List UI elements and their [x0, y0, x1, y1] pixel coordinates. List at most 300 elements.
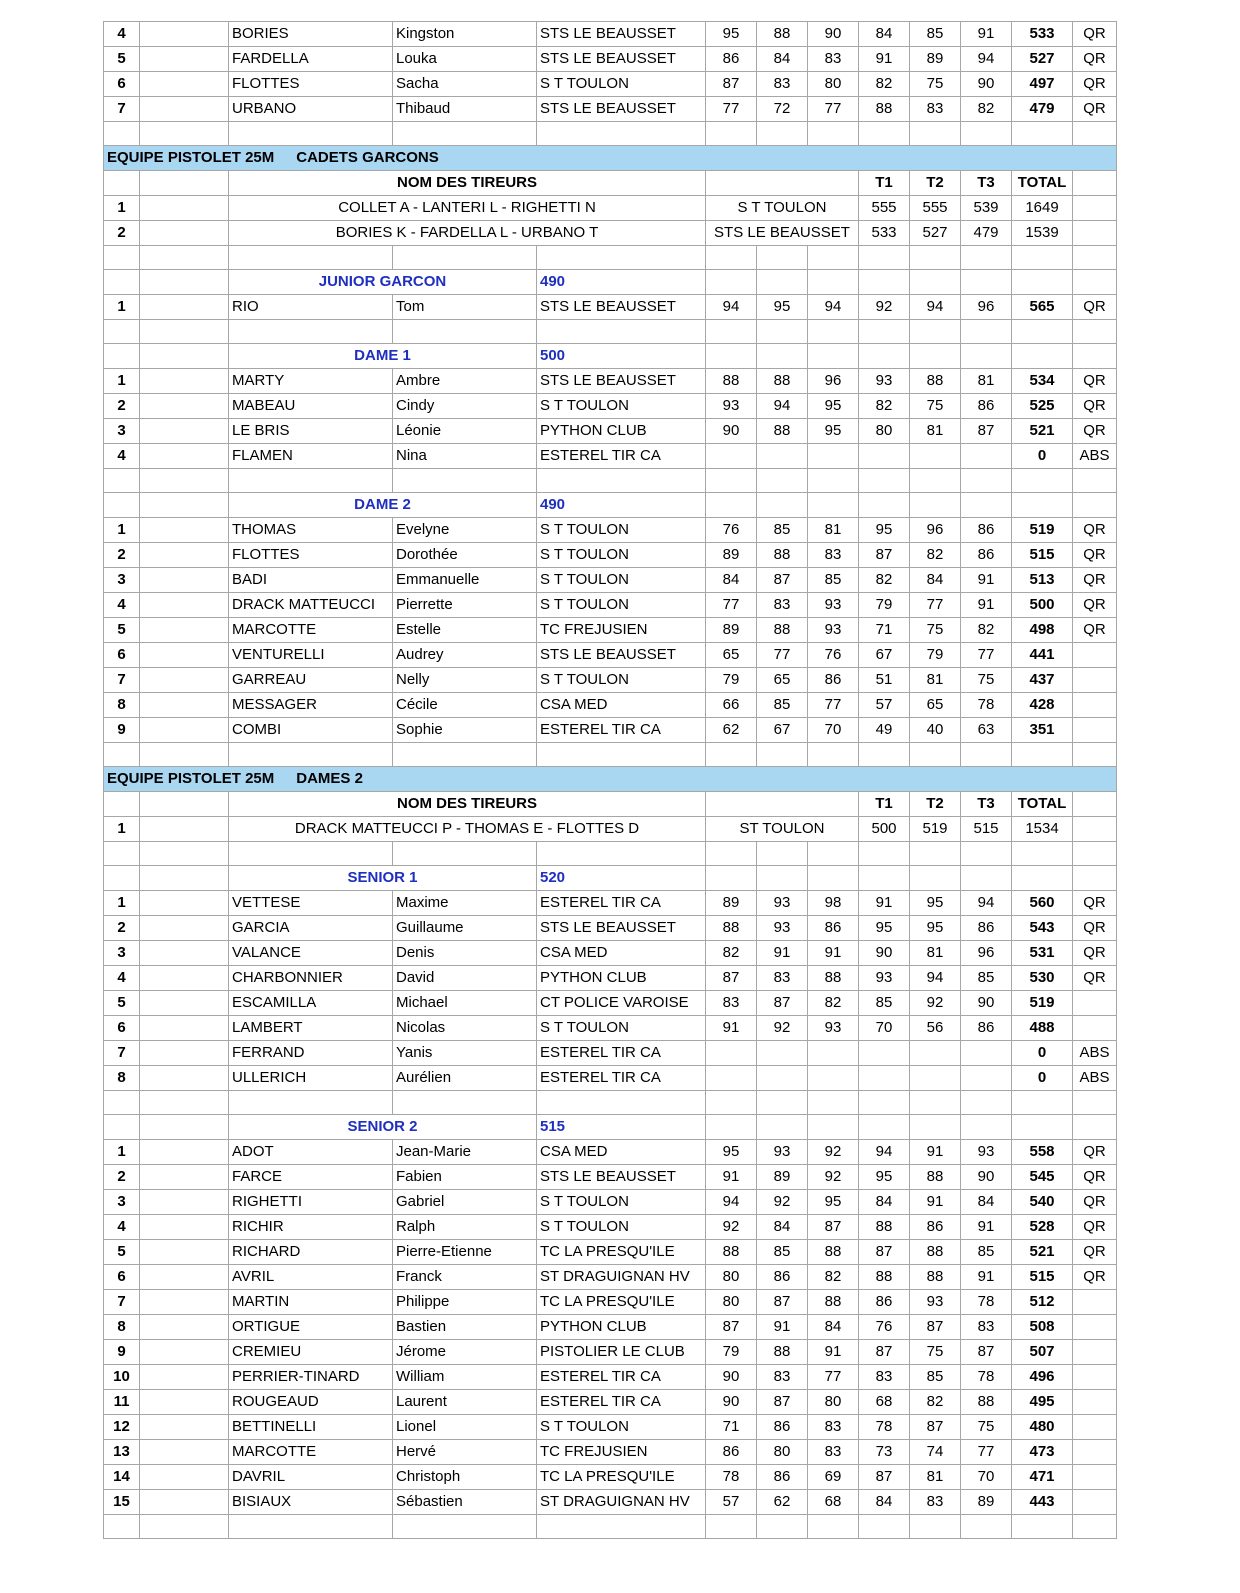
empty-cell [910, 1091, 961, 1115]
series-score-cell: 98 [808, 891, 859, 916]
series-score-cell: 57 [859, 693, 910, 718]
empty-cell [537, 1515, 706, 1539]
table-row [104, 47, 1117, 72]
status-cell: QR [1073, 543, 1117, 568]
team-score-t3: 515 [961, 817, 1012, 842]
series-score-cell: 91 [706, 1016, 757, 1041]
empty-cell [808, 320, 859, 344]
empty-cell [140, 817, 229, 842]
series-score-cell: 87 [859, 1465, 910, 1490]
empty-cell [537, 246, 706, 270]
first-name-cell: Ambre [393, 369, 537, 394]
club-cell: PISTOLIER LE CLUB [537, 1340, 706, 1365]
empty-cell [757, 469, 808, 493]
status-cell [1073, 643, 1117, 668]
series-score-cell: 91 [808, 941, 859, 966]
series-score-cell: 86 [808, 916, 859, 941]
empty-cell [961, 842, 1012, 866]
empty-cell [140, 966, 229, 991]
club-cell: TC FREJUSIEN [537, 618, 706, 643]
empty-cell [393, 320, 537, 344]
empty-cell [961, 320, 1012, 344]
series-score-cell: 93 [859, 369, 910, 394]
series-score-cell: 91 [961, 1265, 1012, 1290]
series-score-cell: 79 [706, 668, 757, 693]
first-name-cell: Michael [393, 991, 537, 1016]
first-name-cell: Christoph [393, 1465, 537, 1490]
empty-cell [961, 743, 1012, 767]
empty-cell [910, 493, 961, 518]
first-name-cell: Aurélien [393, 1066, 537, 1091]
series-score-cell: 82 [706, 941, 757, 966]
series-score-cell: 85 [961, 1240, 1012, 1265]
status-cell: QR [1073, 916, 1117, 941]
series-score-cell: 74 [910, 1440, 961, 1465]
series-score-cell: 84 [910, 568, 961, 593]
series-score-cell: 86 [910, 1215, 961, 1240]
club-cell: S T TOULON [537, 72, 706, 97]
last-name-cell: BISIAUX [229, 1490, 393, 1515]
empty-cell [859, 1115, 910, 1140]
empty-cell [961, 469, 1012, 493]
empty-cell [1012, 866, 1073, 891]
last-name-cell: MARCOTTE [229, 1440, 393, 1465]
series-score-cell: 83 [757, 593, 808, 618]
series-score-cell: 95 [706, 1140, 757, 1165]
blank-row [104, 1515, 1117, 1539]
series-score-cell: 89 [910, 47, 961, 72]
series-score-cell: 71 [859, 618, 910, 643]
club-cell: CSA MED [537, 1140, 706, 1165]
empty-cell [140, 518, 229, 543]
empty-cell [1012, 469, 1073, 493]
empty-cell [140, 866, 229, 891]
series-score-cell: 84 [859, 1190, 910, 1215]
club-cell: ESTEREL TIR CA [537, 891, 706, 916]
empty-cell [140, 1091, 229, 1115]
empty-cell [104, 842, 140, 866]
series-score-cell: 68 [859, 1390, 910, 1415]
series-score-cell: 84 [808, 1315, 859, 1340]
first-name-cell: Audrey [393, 643, 537, 668]
total-cell: 0 [1012, 1041, 1073, 1066]
status-cell: QR [1073, 966, 1117, 991]
empty-cell [104, 270, 140, 295]
empty-cell [808, 246, 859, 270]
results-table-body [104, 22, 1117, 1539]
series-score-cell: 80 [706, 1265, 757, 1290]
status-cell: QR [1073, 1240, 1117, 1265]
empty-cell [961, 493, 1012, 518]
category-row [104, 866, 1117, 891]
series-score-cell: 83 [757, 72, 808, 97]
series-score-cell: 82 [859, 568, 910, 593]
series-score-cell: 63 [961, 718, 1012, 743]
status-cell [1073, 718, 1117, 743]
team-total-cell: 1539 [1012, 221, 1073, 246]
series-score-cell: 96 [808, 369, 859, 394]
blank-row [104, 1091, 1117, 1115]
empty-cell [757, 1515, 808, 1539]
empty-cell [757, 1091, 808, 1115]
last-name-cell: FERRAND [229, 1041, 393, 1066]
first-name-cell: Jérome [393, 1340, 537, 1365]
status-cell: ABS [1073, 1066, 1117, 1091]
empty-cell [537, 122, 706, 146]
team-score-header-t2: T2 [910, 792, 961, 817]
rank-cell: 7 [104, 668, 140, 693]
status-cell: QR [1073, 1190, 1117, 1215]
series-score-cell [910, 1041, 961, 1066]
empty-cell [859, 246, 910, 270]
empty-cell [859, 743, 910, 767]
last-name-cell: RICHARD [229, 1240, 393, 1265]
category-min-score: 520 [537, 866, 706, 891]
table-row [104, 693, 1117, 718]
total-cell: 540 [1012, 1190, 1073, 1215]
table-row [104, 593, 1117, 618]
table-row [104, 1016, 1117, 1041]
empty-cell [1012, 246, 1073, 270]
empty-cell [1073, 1515, 1117, 1539]
total-cell: 479 [1012, 97, 1073, 122]
series-score-cell: 83 [808, 1440, 859, 1465]
series-score-cell: 80 [808, 72, 859, 97]
empty-cell [140, 1415, 229, 1440]
series-score-cell: 82 [961, 618, 1012, 643]
series-score-cell: 79 [706, 1340, 757, 1365]
series-score-cell: 88 [757, 419, 808, 444]
series-score-cell: 87 [706, 1315, 757, 1340]
rank-cell: 5 [104, 47, 140, 72]
series-score-cell: 88 [757, 22, 808, 47]
rank-cell: 1 [104, 891, 140, 916]
total-cell: 495 [1012, 1390, 1073, 1415]
series-score-cell: 85 [757, 1240, 808, 1265]
series-score-cell [706, 1041, 757, 1066]
team-total-cell: 1534 [1012, 817, 1073, 842]
empty-cell [140, 593, 229, 618]
empty-cell [859, 866, 910, 891]
series-score-cell: 94 [961, 891, 1012, 916]
first-name-cell: Sophie [393, 718, 537, 743]
total-cell: 521 [1012, 419, 1073, 444]
status-cell: QR [1073, 891, 1117, 916]
first-name-cell: Hervé [393, 1440, 537, 1465]
total-cell: 488 [1012, 1016, 1073, 1041]
status-cell: QR [1073, 394, 1117, 419]
empty-cell [706, 270, 757, 295]
table-row [104, 1165, 1117, 1190]
empty-cell [757, 842, 808, 866]
rank-cell: 3 [104, 941, 140, 966]
last-name-cell: DRACK MATTEUCCI [229, 593, 393, 618]
series-score-cell: 75 [961, 668, 1012, 693]
empty-cell [140, 493, 229, 518]
status-cell [1073, 1016, 1117, 1041]
first-name-cell: Emmanuelle [393, 568, 537, 593]
series-score-cell: 95 [808, 394, 859, 419]
series-score-cell: 90 [706, 1390, 757, 1415]
empty-cell [1012, 1091, 1073, 1115]
status-cell: QR [1073, 369, 1117, 394]
series-score-cell: 78 [859, 1415, 910, 1440]
team-row [104, 817, 1117, 842]
series-score-cell: 80 [706, 1290, 757, 1315]
team-section-header [104, 146, 1117, 171]
rank-cell: 4 [104, 444, 140, 469]
series-score-cell: 90 [961, 72, 1012, 97]
status-cell [1073, 693, 1117, 718]
team-score-t3: 479 [961, 221, 1012, 246]
rank-cell: 4 [104, 1215, 140, 1240]
table-row [104, 1265, 1117, 1290]
empty-cell [757, 246, 808, 270]
empty-cell [961, 1515, 1012, 1539]
series-score-cell: 94 [961, 47, 1012, 72]
empty-cell [229, 246, 393, 270]
first-name-cell: Lionel [393, 1415, 537, 1440]
category-name: DAME 1 [229, 344, 537, 369]
series-score-cell: 82 [859, 72, 910, 97]
series-score-cell: 88 [961, 1390, 1012, 1415]
first-name-cell: Gabriel [393, 1190, 537, 1215]
series-score-cell: 91 [910, 1140, 961, 1165]
empty-cell [140, 320, 229, 344]
rank-cell: 10 [104, 1365, 140, 1390]
table-row [104, 916, 1117, 941]
empty-cell [1073, 842, 1117, 866]
empty-cell [910, 469, 961, 493]
total-cell: 471 [1012, 1465, 1073, 1490]
empty-cell [808, 842, 859, 866]
empty-cell [859, 469, 910, 493]
last-name-cell: GARCIA [229, 916, 393, 941]
blank-row [104, 122, 1117, 146]
rank-cell: 2 [104, 1165, 140, 1190]
series-score-cell: 87 [757, 568, 808, 593]
category-min-score: 515 [537, 1115, 706, 1140]
series-score-cell: 77 [808, 693, 859, 718]
total-cell: 507 [1012, 1340, 1073, 1365]
series-score-cell [706, 444, 757, 469]
series-score-cell: 85 [910, 22, 961, 47]
first-name-cell: Estelle [393, 618, 537, 643]
last-name-cell: LE BRIS [229, 419, 393, 444]
rank-cell: 2 [104, 221, 140, 246]
empty-cell [961, 246, 1012, 270]
series-score-cell [961, 1041, 1012, 1066]
total-cell: 527 [1012, 47, 1073, 72]
last-name-cell: AVRIL [229, 1265, 393, 1290]
series-score-cell: 77 [706, 97, 757, 122]
total-cell: 512 [1012, 1290, 1073, 1315]
series-score-cell: 83 [910, 1490, 961, 1515]
series-score-cell: 96 [961, 295, 1012, 320]
empty-cell [1073, 122, 1117, 146]
status-cell [1073, 668, 1117, 693]
series-score-cell: 85 [910, 1365, 961, 1390]
table-row [104, 295, 1117, 320]
series-score-cell: 88 [706, 369, 757, 394]
club-cell: PYTHON CLUB [537, 1315, 706, 1340]
empty-cell [757, 320, 808, 344]
series-score-cell: 93 [757, 916, 808, 941]
status-cell: QR [1073, 1265, 1117, 1290]
series-score-cell: 88 [910, 1265, 961, 1290]
team-section-title [104, 146, 1117, 171]
series-score-cell: 94 [757, 394, 808, 419]
empty-cell [910, 344, 961, 369]
last-name-cell: VETTESE [229, 891, 393, 916]
empty-cell [140, 743, 229, 767]
series-score-cell: 51 [859, 668, 910, 693]
series-score-cell: 49 [859, 718, 910, 743]
empty-cell [859, 1515, 910, 1539]
series-score-cell: 91 [859, 891, 910, 916]
series-score-cell: 91 [859, 47, 910, 72]
status-cell: QR [1073, 941, 1117, 966]
club-cell: S T TOULON [537, 668, 706, 693]
rank-cell: 6 [104, 1265, 140, 1290]
series-score-cell: 88 [910, 369, 961, 394]
series-score-cell: 77 [757, 643, 808, 668]
status-cell [1073, 1290, 1117, 1315]
club-cell: STS LE BEAUSSET [537, 643, 706, 668]
series-score-cell: 84 [859, 22, 910, 47]
first-name-cell: Pierrette [393, 593, 537, 618]
club-cell: S T TOULON [537, 1415, 706, 1440]
club-cell: STS LE BEAUSSET [537, 916, 706, 941]
rank-cell: 1 [104, 196, 140, 221]
table-row [104, 1066, 1117, 1091]
total-cell: 498 [1012, 618, 1073, 643]
table-row [104, 22, 1117, 47]
table-row [104, 1340, 1117, 1365]
empty-cell [808, 469, 859, 493]
empty-cell [104, 1091, 140, 1115]
series-score-cell: 65 [757, 668, 808, 693]
series-score-cell: 82 [859, 394, 910, 419]
club-cell: ESTEREL TIR CA [537, 1066, 706, 1091]
table-row [104, 1240, 1117, 1265]
empty-cell [140, 792, 229, 817]
club-cell: TC LA PRESQU'ILE [537, 1465, 706, 1490]
series-score-cell: 84 [757, 47, 808, 72]
empty-cell [104, 320, 140, 344]
club-cell: S T TOULON [537, 593, 706, 618]
first-name-cell: Denis [393, 941, 537, 966]
series-score-cell: 88 [808, 966, 859, 991]
table-row [104, 991, 1117, 1016]
table-row [104, 72, 1117, 97]
series-score-cell: 86 [757, 1415, 808, 1440]
category-name: SENIOR 2 [229, 1115, 537, 1140]
series-score-cell: 92 [808, 1140, 859, 1165]
series-score-cell: 87 [757, 1390, 808, 1415]
series-score-cell: 89 [706, 618, 757, 643]
total-cell: 545 [1012, 1165, 1073, 1190]
total-cell: 534 [1012, 369, 1073, 394]
series-score-cell: 93 [757, 1140, 808, 1165]
empty-cell [229, 122, 393, 146]
series-score-cell: 82 [910, 543, 961, 568]
empty-cell [1073, 792, 1117, 817]
status-cell: QR [1073, 518, 1117, 543]
last-name-cell: CHARBONNIER [229, 966, 393, 991]
series-score-cell: 95 [859, 916, 910, 941]
rank-cell: 8 [104, 693, 140, 718]
team-score-header-t1: T1 [859, 171, 910, 196]
empty-cell [140, 196, 229, 221]
series-score-cell: 81 [910, 668, 961, 693]
team-section-header [104, 767, 1117, 792]
first-name-cell: Dorothée [393, 543, 537, 568]
empty-cell [808, 122, 859, 146]
series-score-cell: 81 [808, 518, 859, 543]
first-name-cell: Evelyne [393, 518, 537, 543]
table-row [104, 1415, 1117, 1440]
series-score-cell: 94 [859, 1140, 910, 1165]
table-row [104, 618, 1117, 643]
empty-cell [808, 270, 859, 295]
series-score-cell: 85 [859, 991, 910, 1016]
empty-cell [140, 842, 229, 866]
empty-cell [104, 1515, 140, 1539]
series-score-cell: 91 [808, 1340, 859, 1365]
empty-cell [140, 693, 229, 718]
empty-cell [1073, 469, 1117, 493]
table-row [104, 1215, 1117, 1240]
rank-cell: 7 [104, 1041, 140, 1066]
team-score-t2: 519 [910, 817, 961, 842]
table-row [104, 568, 1117, 593]
empty-cell [1073, 171, 1117, 196]
empty-cell [961, 122, 1012, 146]
series-score-cell: 68 [808, 1490, 859, 1515]
total-cell: 441 [1012, 643, 1073, 668]
series-score-cell: 75 [910, 394, 961, 419]
empty-cell [140, 718, 229, 743]
rank-cell: 1 [104, 295, 140, 320]
first-name-cell: Fabien [393, 1165, 537, 1190]
empty-cell [537, 320, 706, 344]
series-score-cell: 76 [808, 643, 859, 668]
total-cell: 443 [1012, 1490, 1073, 1515]
status-cell: QR [1073, 97, 1117, 122]
empty-cell [140, 891, 229, 916]
table-row [104, 1140, 1117, 1165]
rank-cell: 5 [104, 1240, 140, 1265]
total-cell: 480 [1012, 1415, 1073, 1440]
total-cell: 0 [1012, 1066, 1073, 1091]
first-name-cell: Nicolas [393, 1016, 537, 1041]
empty-cell [757, 743, 808, 767]
category-row [104, 493, 1117, 518]
series-score-cell: 87 [910, 1315, 961, 1340]
team-score-t1: 533 [859, 221, 910, 246]
empty-cell [140, 1165, 229, 1190]
last-name-cell: FLOTTES [229, 72, 393, 97]
series-score-cell: 87 [808, 1215, 859, 1240]
series-score-cell: 91 [910, 1190, 961, 1215]
series-score-cell: 77 [808, 1365, 859, 1390]
rank-cell: 5 [104, 618, 140, 643]
empty-cell [140, 1315, 229, 1340]
series-score-cell: 81 [961, 369, 1012, 394]
status-cell: ABS [1073, 1041, 1117, 1066]
status-cell: QR [1073, 618, 1117, 643]
